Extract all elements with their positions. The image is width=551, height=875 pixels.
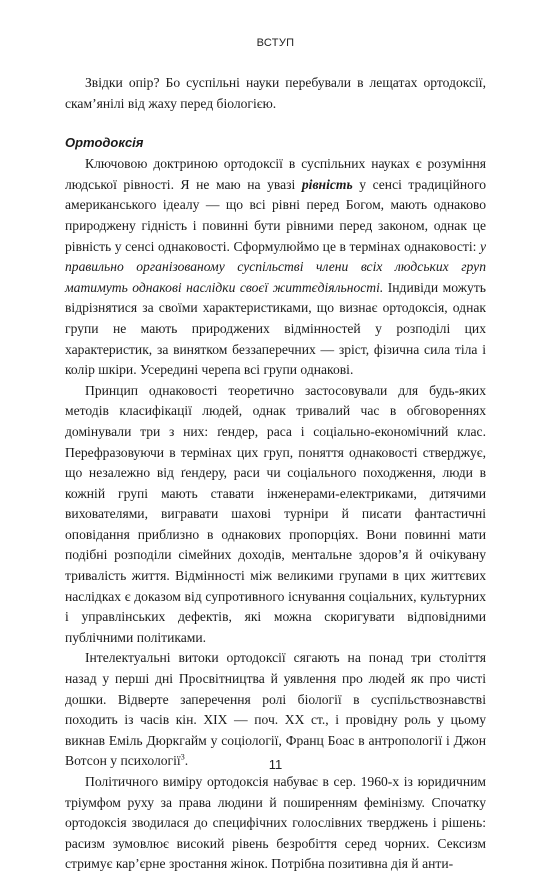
page-number: 11 [268,757,283,772]
paragraph-2: Принцип однаковості теоретично застосовували для будь-яких методів класифікації людей, однак тривалий час в обговореннях домінували три з них: ґендер, раса і соціально-економічний клас. Перефразовуючи в термінах цих груп, поняття однаковості стверджує, що незалежно від ґендеру, раси чи соціального походження, люди в кожній групі мають ставати інженерами-електриками, дитячими вихователями, вигравати шахові турніри й писати фантастичні оповідання приблизно в однакових пропорціях. Вони повинні мати подібні розподіли сімейних доходів, ментальне здоров’я й очікувану тривалість життя. Відмінності між великими групами в цих життєвих наслідках є доказом від супротивного існування соціальних, культурних і управлінських дефектів, які можна скоригувати відповідними публічними політиками. [65,382,486,645]
body-text [65,73,486,875]
paragraph-3 [65,648,486,772]
paragraph-1 [65,154,486,381]
paragraph-4: Політичного виміру ортодоксія набуває в сер. 1960-х із юридичним тріумфом руху за права людини й поширенням фемінізму. Спочатку ортодоксія зводилася до специфічних голослівних тверджень і рішень: расизм зумовлює високий рівень безробіття серед чорних. Сексизм стримує кар’єрне зростання жінок. Потрібна позитивна дія й анти- [65,774,486,872]
footnote-ref[interactable]: 3 [180,752,185,762]
paragraph-3-end: . [184,753,189,769]
section-heading: Ортодоксія [65,135,144,151]
emphasis-word: рівність [301,176,353,192]
paragraph-1-part-2: у сенсі традиційного американського ідеалу — що всі рівні перед Богом, мають однаково природжену гідність і повинні бути рівними перед законом, однак це рівність у сенсі однаковості. Сформулюймо це в термінах однаковості: [65,176,486,254]
paragraph-1-part-1: Ключовою доктриною ортодоксії в суспільних науках є розуміння людської рівності. Я не маю на увазі [65,156,486,192]
intro-paragraph: Звідки опір? Бо суспільні науки перебували в лещатах ортодоксії, скам’янілі від жаху перед біологією. [65,75,486,111]
italic-sentence: у правильно організованому суспільстві члени всіх людських груп матимуть однакові наслідки своєї життєдіяльності. [65,238,486,295]
paragraph-1-part-3: Індивіди можуть відрізнятися за своїми характеристиками, що визнає ортодоксія, однак групи не мають природжених відмінностей у розподілі цих характеристик, за винятком беззаперечних — зріст, фізична сила тіла і колір шкіри. Усередині черепа всі групи однакові. [65,279,486,378]
running-head: ВСТУП [256,37,295,49]
paragraph-3-text: Інтелектуальні витоки ортодоксії сягають на понад три століття назад у перші дні Просвітництва й уявлення про людей як про чисті дошки. Відверте заперечення ролі біології в суспільствознавстві походить із часів кін. XIX — поч. XX ст., і провідну роль у цьому викнав Еміль Дюркгайм у соціології, Франц Боас в антропології і Джон Вотсон у психології [65,650,486,769]
